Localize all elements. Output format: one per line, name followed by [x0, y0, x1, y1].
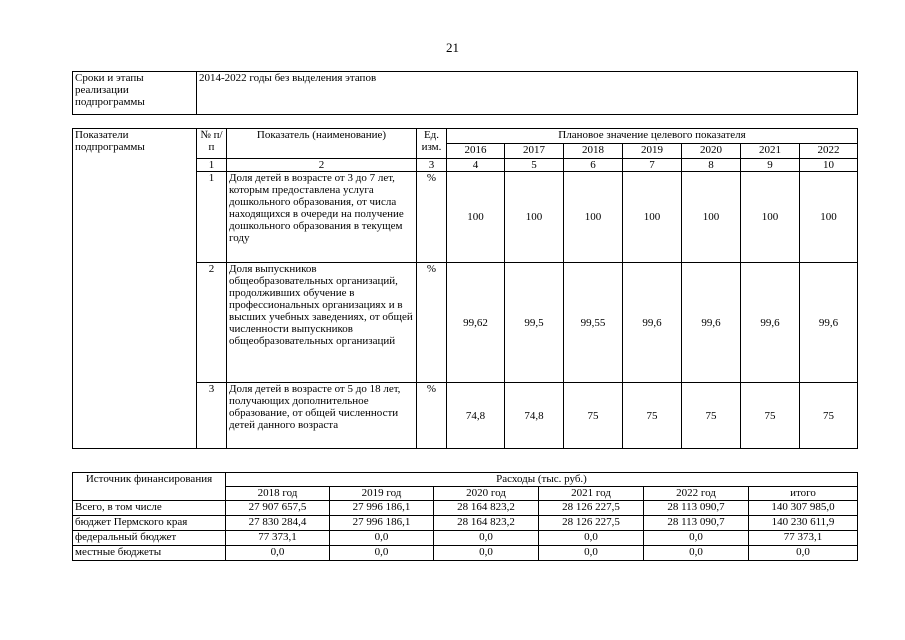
finance-value: 0,0 [539, 546, 644, 561]
table-row [73, 516, 858, 531]
finance-value: 77 373,1 [226, 531, 330, 546]
indicator-value: 100 [623, 172, 682, 263]
finance-value: 28 164 823,2 [434, 501, 539, 516]
finance-value: 0,0 [749, 546, 858, 561]
period-table [72, 71, 858, 115]
indicator-value: 99,55 [564, 263, 623, 383]
column-number: 4 [447, 159, 505, 172]
finance-value: 0,0 [644, 546, 749, 561]
year-header: 2017 [505, 144, 564, 159]
finance-value: 0,0 [330, 531, 434, 546]
indicator-value: 99,6 [800, 263, 858, 383]
finance-year-header: 2019 год [330, 487, 434, 501]
indicator-value: 99,62 [447, 263, 505, 383]
indicator-value: 74,8 [447, 383, 505, 449]
finance-value: 0,0 [434, 546, 539, 561]
finance-source: федеральный бюджет [73, 531, 226, 546]
year-header: 2021 [741, 144, 800, 159]
year-header: 2018 [564, 144, 623, 159]
finance-value: 140 307 985,0 [749, 501, 858, 516]
finance-year-header: 2021 год [539, 487, 644, 501]
period-label: Сроки и этапы реализации подпрограммы [73, 72, 197, 115]
finance-value: 28 126 227,5 [539, 516, 644, 531]
column-number: 5 [505, 159, 564, 172]
indicator-name: Доля детей в возрасте от 5 до 18 лет, получающих дополнительное образование, от общей численности детей данного возраста [227, 383, 417, 449]
finance-value: 27 830 284,4 [226, 516, 330, 531]
row-number: 1 [197, 172, 227, 263]
period-value: 2014-2022 годы без выделения этапов [197, 72, 858, 115]
indicator-value: 100 [800, 172, 858, 263]
finance-value: 27 907 657,5 [226, 501, 330, 516]
finance-value: 27 996 186,1 [330, 501, 434, 516]
indicator-name: Доля выпускников общеобразовательных организаций, продолживших обучение в профессиональных организациях и в высших учебных заведениях, от общей численности выпускников общеобразовательных организаций [227, 263, 417, 383]
column-number: 2 [227, 159, 417, 172]
year-header: 2022 [800, 144, 858, 159]
indicator-unit: % [417, 383, 447, 449]
year-header: 2020 [682, 144, 741, 159]
indicator-value: 75 [623, 383, 682, 449]
finance-value: 0,0 [644, 531, 749, 546]
indicator-value: 75 [800, 383, 858, 449]
row-number: 2 [197, 263, 227, 383]
indicator-value: 99,6 [741, 263, 800, 383]
column-number: 1 [197, 159, 227, 172]
finance-value: 28 113 090,7 [644, 516, 749, 531]
finance-year-header: 2018 год [226, 487, 330, 501]
finance-value: 0,0 [434, 531, 539, 546]
finance-value: 28 164 823,2 [434, 516, 539, 531]
indicator-unit: % [417, 263, 447, 383]
indicator-value: 100 [741, 172, 800, 263]
finance-value: 0,0 [226, 546, 330, 561]
finance-value: 28 113 090,7 [644, 501, 749, 516]
finance-source: бюджет Пермского края [73, 516, 226, 531]
indicator-unit: % [417, 172, 447, 263]
indicator-value: 75 [564, 383, 623, 449]
row-number: 3 [197, 383, 227, 449]
col-header-name: Показатель (наименование) [227, 129, 417, 159]
indicator-value: 75 [741, 383, 800, 449]
indicator-value: 100 [682, 172, 741, 263]
table-row [73, 501, 858, 516]
finance-year-header: 2020 год [434, 487, 539, 501]
page-number: 21 [446, 40, 459, 55]
finance-value: 0,0 [539, 531, 644, 546]
finance-value: 140 230 611,9 [749, 516, 858, 531]
table-row [73, 546, 858, 561]
column-number: 10 [800, 159, 858, 172]
year-header: 2019 [623, 144, 682, 159]
indicator-value: 99,6 [623, 263, 682, 383]
finance-expenses-header: Расходы (тыс. руб.) [226, 473, 858, 487]
indicator-value: 74,8 [505, 383, 564, 449]
col-header-plan: Плановое значение целевого показателя [447, 129, 858, 144]
column-number: 3 [417, 159, 447, 172]
finance-year-header: итого [749, 487, 858, 501]
indicators-table [72, 128, 858, 449]
col-header-unit: Ед. изм. [417, 129, 447, 159]
indicator-value: 100 [447, 172, 505, 263]
indicator-value: 100 [505, 172, 564, 263]
finance-year-header: 2022 год [644, 487, 749, 501]
finance-source: местные бюджеты [73, 546, 226, 561]
indicators-section-label: Показатели подпрограммы [73, 129, 197, 449]
column-number: 8 [682, 159, 741, 172]
finance-value: 27 996 186,1 [330, 516, 434, 531]
table-row [73, 531, 858, 546]
finance-source: Всего, в том числе [73, 501, 226, 516]
finance-table [72, 472, 858, 561]
indicator-name: Доля детей в возрасте от 3 до 7 лет, которым предоставлена услуга дошкольного образования, от числа находящихся в очереди на получение дошкольного образования в текущем году [227, 172, 417, 263]
column-number: 7 [623, 159, 682, 172]
indicator-value: 99,6 [682, 263, 741, 383]
finance-value: 28 126 227,5 [539, 501, 644, 516]
column-number: 6 [564, 159, 623, 172]
indicator-value: 99,5 [505, 263, 564, 383]
column-number: 9 [741, 159, 800, 172]
year-header: 2016 [447, 144, 505, 159]
indicator-value: 100 [564, 172, 623, 263]
col-header-num: № п/п [197, 129, 227, 159]
indicator-value: 75 [682, 383, 741, 449]
finance-value: 0,0 [330, 546, 434, 561]
finance-source-header: Источник финансирования [73, 473, 226, 501]
finance-value: 77 373,1 [749, 531, 858, 546]
